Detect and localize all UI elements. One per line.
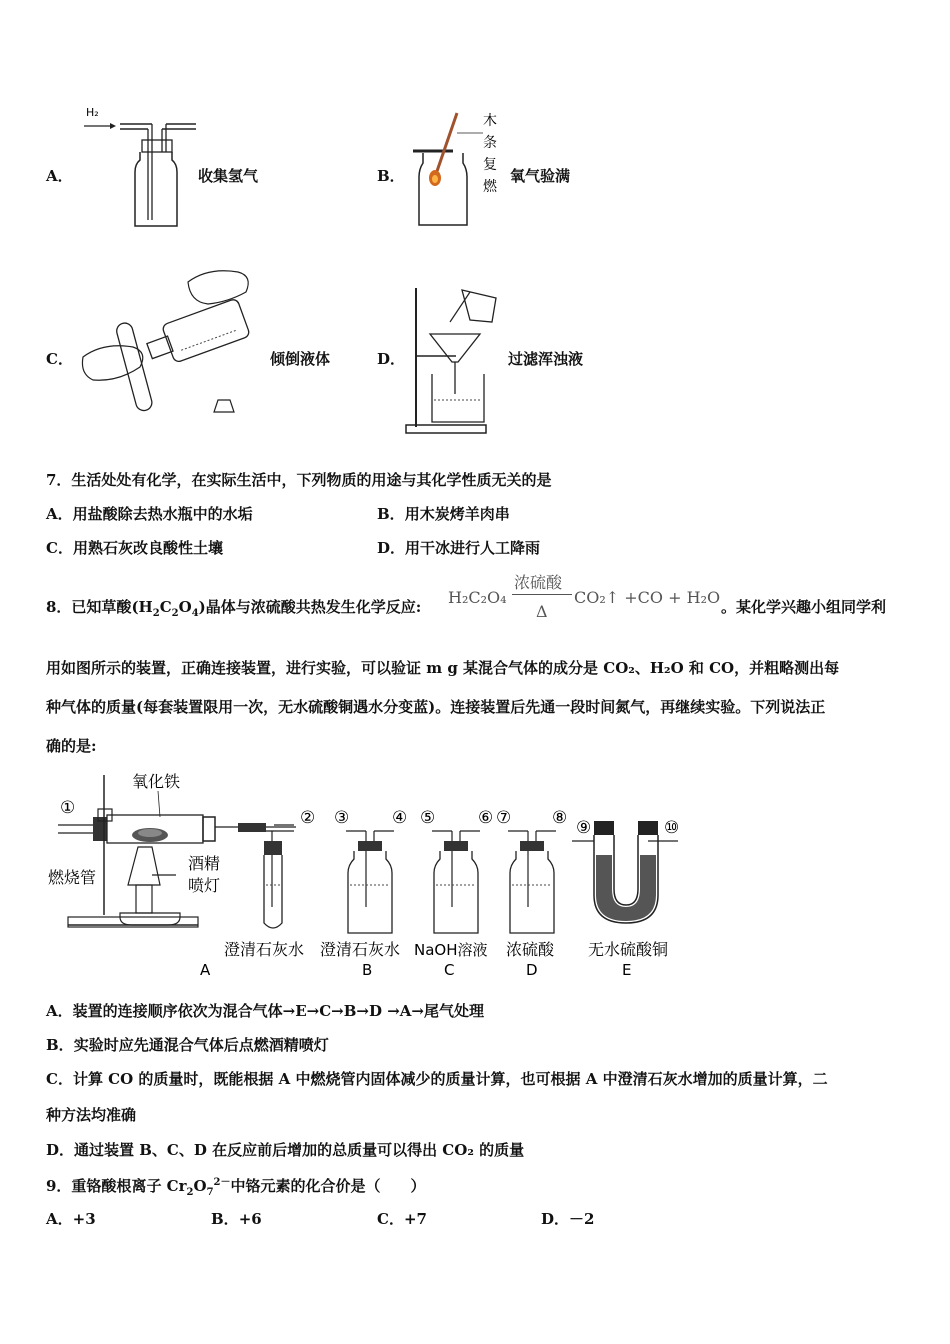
letter-d: D bbox=[526, 961, 538, 979]
letter-b: B bbox=[362, 961, 373, 979]
fe2o3-label: 氧化铁 bbox=[132, 772, 181, 791]
bottle-b bbox=[320, 808, 407, 979]
q8-paragraph-2: 用如图所示的装置，正确连接装置，进行实验，可以验证 m g 某混合气体的成分是 CO₂、H₂O 和 CO，并粗略测出每 bbox=[46, 659, 840, 677]
option-label: 收集氢气 bbox=[198, 167, 259, 185]
q7-option-c: C．用熟石灰改良酸性土壤 bbox=[46, 539, 223, 557]
u-tube-e bbox=[572, 818, 679, 979]
letter-c: C bbox=[444, 961, 455, 979]
stick-label-1: 木 bbox=[483, 113, 497, 129]
option-letter: C． bbox=[46, 350, 73, 368]
bottle-c bbox=[414, 808, 493, 979]
q7-option-a: A．用盐酸除去热水瓶中的水垢 bbox=[46, 505, 253, 523]
port-9: ⑨ bbox=[576, 818, 592, 838]
q9-stem: 9．重铬酸根离子 $Cr_2O_7^{2-}$中铬元素的化合价是（ ） bbox=[46, 1177, 426, 1198]
q8-option-b: B．实验时应先通混合气体后点燃酒精喷灯 bbox=[46, 1036, 329, 1054]
tube-label: 燃烧管 bbox=[48, 868, 97, 887]
filtration-figure bbox=[400, 282, 510, 437]
letter-e: E bbox=[622, 961, 632, 979]
q9-option-a: A．+3 bbox=[46, 1210, 96, 1228]
q8-option-d: D．通过装置 B、C、D 在反应前后增加的总质量可以得出 CO₂ 的质量 bbox=[46, 1141, 525, 1159]
option-label: 过滤浑浊液 bbox=[508, 350, 584, 368]
option-letter: D． bbox=[377, 350, 406, 368]
port-6: ⑥ bbox=[478, 808, 494, 828]
hydrogen-collection-figure bbox=[80, 100, 200, 230]
gas-label: H₂ bbox=[86, 106, 99, 119]
equation-products: CO₂↑ +CO + H₂O bbox=[574, 588, 721, 607]
q8-stem-after-equation: 。某化学兴趣小组同学利 bbox=[721, 598, 887, 616]
q8-stem: 8．已知草酸$(H_2C_2O_4)$晶体与浓硫酸共热发生化学反应: bbox=[46, 598, 422, 619]
apparatus-figure bbox=[48, 765, 698, 980]
option-label: 倾倒液体 bbox=[270, 350, 331, 368]
equation-arrow-line bbox=[512, 594, 572, 595]
reagent-d: 浓硫酸 bbox=[506, 940, 555, 959]
q7-option-d: D．用干冰进行人工降雨 bbox=[377, 539, 541, 557]
q8-paragraph-3: 种气体的质量(每套装置限用一次，无水硫酸铜遇水分变蓝)。连接装置后先通一段时间氮气，再继续实验。下列说法正 bbox=[46, 698, 826, 716]
stick-label-4: 燃 bbox=[483, 179, 497, 195]
option-label: 氧气验满 bbox=[510, 167, 571, 185]
pouring-liquid-figure bbox=[78, 262, 268, 422]
q8-option-c-continued: 种方法均准确 bbox=[46, 1106, 137, 1124]
q7-option-b: B．用木炭烤羊肉串 bbox=[377, 505, 510, 523]
option-letter: A． bbox=[46, 167, 73, 185]
port-4: ④ bbox=[392, 808, 408, 828]
stick-label-2: 条 bbox=[483, 135, 497, 151]
q8-option-a: A．装置的连接顺序依次为混合气体→E→C→B→D →A→尾气处理 bbox=[46, 1002, 484, 1020]
port-7: ⑦ bbox=[496, 808, 512, 828]
q9-option-b: B．+6 bbox=[211, 1210, 262, 1228]
letter-a: A bbox=[200, 961, 211, 979]
q8-option-c: C．计算 CO 的质量时，既能根据 A 中燃烧管内固体减少的质量计算，也可根据 A 中澄清石灰水增加的质量计算，二 bbox=[46, 1070, 828, 1088]
reagent-e: 无水硫酸铜 bbox=[588, 940, 669, 959]
q8-paragraph-4: 确的是: bbox=[46, 737, 97, 755]
port-3: ③ bbox=[334, 808, 350, 828]
reagent-c: NaOH溶液 bbox=[414, 941, 488, 959]
equation-condition-bottom: Δ bbox=[536, 602, 548, 621]
bottle-d bbox=[496, 808, 567, 979]
option-letter: B． bbox=[377, 167, 405, 185]
reagent-a: 澄清石灰水 bbox=[224, 940, 305, 959]
port-10: ⑩ bbox=[664, 818, 680, 838]
stick-label-3: 复 bbox=[483, 157, 497, 173]
port-5: ⑤ bbox=[420, 808, 436, 828]
q9-option-c: C．+7 bbox=[377, 1210, 427, 1228]
oxygen-test-figure bbox=[405, 105, 505, 230]
q7-stem: 7．生活处处有化学，在实际生活中，下列物质的用途与其化学性质无关的是 bbox=[46, 471, 552, 489]
equation-reactant: H₂C₂O₄ bbox=[448, 588, 507, 607]
lamp-label-1: 酒精 bbox=[188, 854, 221, 873]
port-1: ① bbox=[60, 798, 76, 818]
q9-option-d: D．－2 bbox=[541, 1210, 595, 1228]
equation-condition-top: 浓硫酸 bbox=[514, 573, 563, 592]
port-8: ⑧ bbox=[552, 808, 568, 828]
lamp-label-2: 喷灯 bbox=[188, 876, 221, 895]
reagent-b: 澄清石灰水 bbox=[320, 940, 401, 959]
port-2: ② bbox=[300, 808, 316, 828]
